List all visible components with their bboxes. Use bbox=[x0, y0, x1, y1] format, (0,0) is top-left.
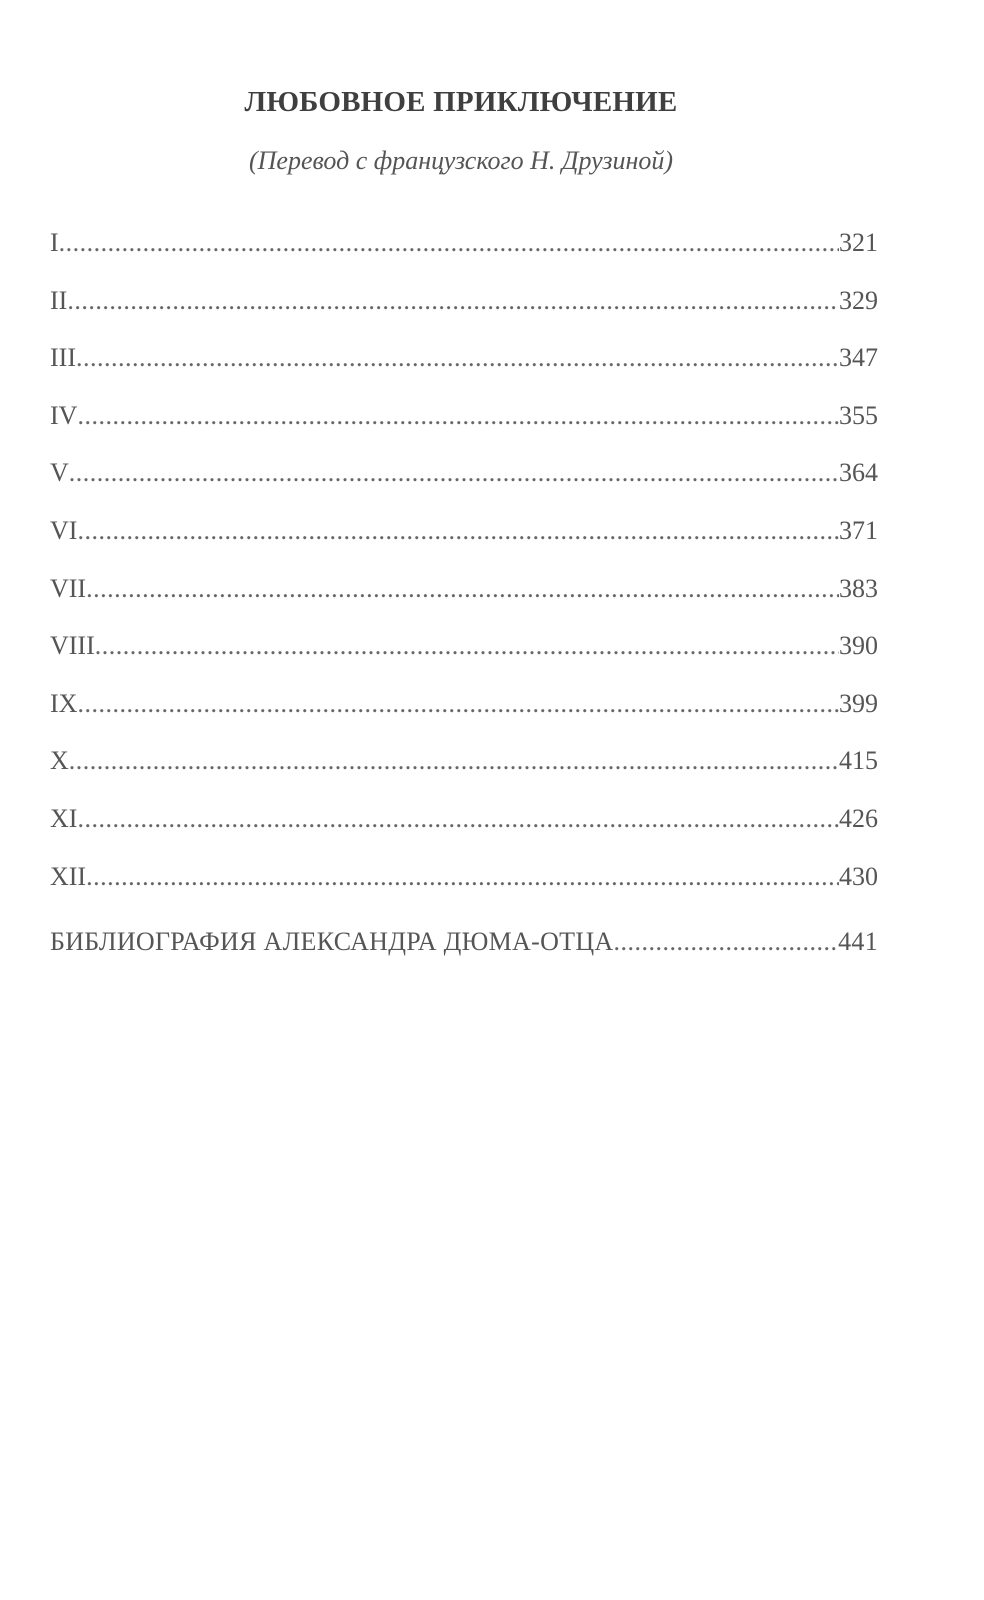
toc-entry-page: 355 bbox=[839, 400, 878, 430]
dot-leader bbox=[77, 399, 839, 433]
dot-leader bbox=[67, 284, 839, 318]
toc-entry-label: X bbox=[50, 746, 69, 776]
toc-entry-label: VII bbox=[50, 573, 87, 603]
toc-entry-6 bbox=[50, 514, 878, 572]
dot-leader bbox=[59, 226, 839, 260]
toc-entry-label: II bbox=[50, 285, 68, 315]
toc-entry-label: VI bbox=[50, 515, 78, 545]
toc-entry-12 bbox=[50, 860, 878, 918]
dot-leader bbox=[95, 629, 839, 663]
toc-entry-9 bbox=[50, 687, 878, 745]
toc-entry-page: 321 bbox=[839, 228, 878, 257]
dot-leader bbox=[77, 687, 839, 721]
toc-entry-label: XII bbox=[50, 861, 87, 891]
toc-entry-4 bbox=[50, 399, 878, 457]
section-title: ЛЮБОВНОЕ ПРИКЛЮЧЕНИЕ bbox=[244, 86, 678, 118]
toc-entry-label: V bbox=[50, 458, 69, 488]
dot-leader bbox=[86, 572, 839, 606]
dot-leader bbox=[86, 860, 839, 894]
toc-entry-page: 390 bbox=[839, 631, 878, 661]
toc-entry-label: IX bbox=[50, 688, 78, 718]
toc-entry-label: IV bbox=[50, 400, 78, 430]
toc-entry-label: БИБЛИОГРАФИЯ АЛЕКСАНДРА ДЮМА-ОТЦА bbox=[50, 927, 614, 957]
toc-entry-label: III bbox=[50, 343, 76, 373]
dot-leader bbox=[69, 456, 839, 490]
toc-entry-5 bbox=[50, 456, 878, 514]
toc-entry-page: 383 bbox=[839, 573, 878, 603]
toc-entry-10 bbox=[50, 744, 878, 802]
toc-entry-page: 426 bbox=[839, 803, 878, 833]
toc-entry-label: I bbox=[50, 228, 59, 257]
toc-entry-label: VIII bbox=[50, 631, 95, 661]
toc-entry-2 bbox=[50, 284, 878, 342]
dot-leader bbox=[76, 341, 839, 375]
translator-note: (Перевод с французского Н. Друзиной) bbox=[248, 146, 674, 175]
toc-entry-page: 371 bbox=[839, 515, 878, 545]
toc-entry-page: 347 bbox=[839, 343, 878, 373]
toc-entry-page: 329 bbox=[839, 285, 878, 315]
toc-entry-8 bbox=[50, 629, 878, 687]
dot-leader bbox=[614, 925, 839, 959]
dot-leader bbox=[77, 802, 839, 836]
toc-entry-7 bbox=[50, 572, 878, 630]
toc-entry-3 bbox=[50, 341, 878, 399]
dot-leader bbox=[77, 514, 839, 548]
dot-leader bbox=[69, 744, 839, 778]
toc-entry-page: 441 bbox=[838, 927, 878, 957]
toc-entry-11 bbox=[50, 802, 878, 860]
toc-entry-page: 399 bbox=[839, 688, 878, 718]
toc-entry-bibliography bbox=[50, 925, 878, 983]
toc-entry-label: XI bbox=[50, 803, 78, 833]
toc-entry-page: 364 bbox=[839, 458, 878, 488]
toc-entry-1 bbox=[50, 226, 878, 284]
table-of-contents bbox=[50, 226, 878, 983]
toc-entry-page: 430 bbox=[839, 861, 878, 891]
toc-entry-page: 415 bbox=[839, 746, 878, 776]
